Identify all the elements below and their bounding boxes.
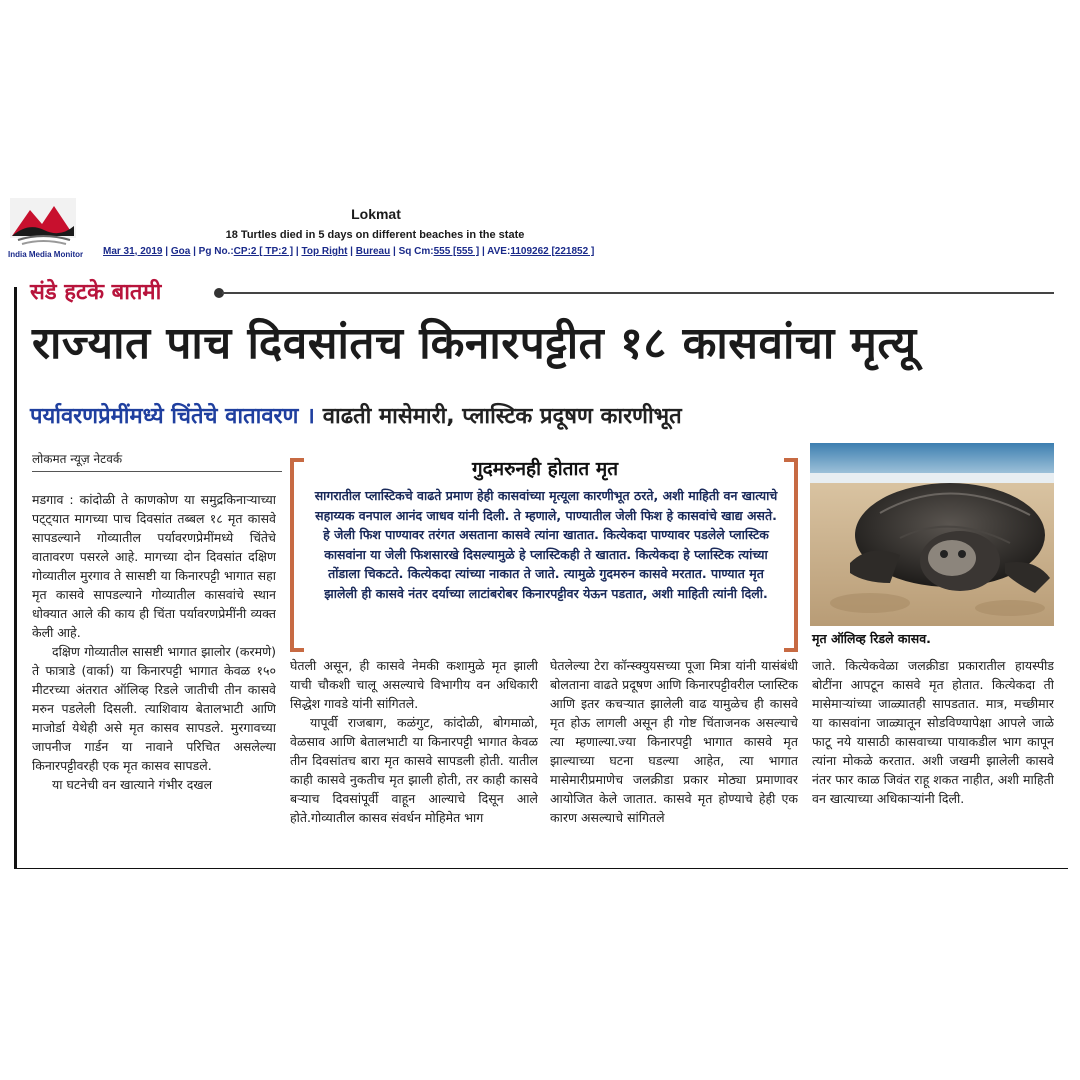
meta-ave[interactable]: 1109262 [221852 ] [510, 246, 595, 257]
box-title: गुदमरुनही होतात मृत [471, 458, 619, 480]
meta-position[interactable]: Top Right [301, 246, 348, 257]
sub-headline-rest: वाढती मासेमारी, प्लास्टिक प्रदूषण कारणीभूत [322, 404, 682, 429]
article-frame-left-rule [14, 287, 17, 869]
meta-edition[interactable]: Goa [170, 246, 191, 257]
meta-source[interactable]: Bureau [355, 246, 391, 257]
box-right-bracket [784, 458, 798, 652]
sub-headline [30, 400, 1060, 430]
logo-text: India Media Monitor [8, 250, 84, 259]
dead-turtle-photo [810, 443, 1054, 626]
sub-headline-highlight: पर्यावरणप्रेमींमध्ये चिंतेचे वातावरण [30, 404, 299, 429]
box-left-bracket [290, 458, 304, 652]
paragraph: दक्षिण गोव्यातील सासष्टी भागात झालोर (करमणे) ते फात्राडे (वार्का) या किनारपट्टी भागात केवळ १५० मीटरच्या अंतरात ऑलिव्ह रिडले जातीची तीन कासवे मरुन पडलेली दिसली. त्याशिवाय बेतालभाटी आणि माजोर्डा येथेही असे मृत कासव सापडले. मुरगावच्या जापनीज गार्डन या नावाने परिचित असलेल्या किनारपट्टीवरही एक मृत कासव सापडले. [32, 644, 276, 773]
byline-rule [32, 471, 282, 472]
meta-sqcm[interactable]: 555 [555 ] [433, 246, 480, 257]
byline: लोकमत न्यूज़ नेटवर्क [32, 452, 123, 466]
paragraph: घेतलेल्या टेरा कॉन्स्क्युयसच्या पूजा मित्रा यांनी यासंबंधी बोलताना वाढते प्रदूषण आणि किनारपट्टीवरील प्लास्टिक आणि इतर कचऱ्यात झालेली वाढ यामुळेच ही कासवे मृत होऊ लागली असून ही गोष्ट चिंताजनक असल्याचे त्या म्हणाल्या.ज्या किनारपट्टी भागात कासवे मृत झाल्याच्या घटना घडल्या आहेत, त्या भागात मासेमारीप्रमाणेच जलक्रीडा प्रकार मोठ्या प्रमाणावर आयोजित केले जातात. कासवे मृत होण्याचे हेही एक कारण असल्याचे सांगितले [550, 658, 798, 825]
article-column-4 [812, 656, 1054, 868]
english-headline: 18 Turtles died in 5 days on different beaches in the state [225, 229, 525, 241]
photo-caption: मृत ऑलिव्ह रिडले कासव. [812, 631, 931, 646]
sub-headline-separator: । [306, 404, 315, 429]
india-media-monitor-logo-icon [8, 196, 78, 258]
paragraph: जाते. कित्येकवेळा जलक्रीडा प्रकारातील हायस्पीड बोटींना आपटून कासवे मृत होतात. कित्येकदा ती मासेमाऱ्यांच्या जाळ्यातही सापडतात. मात्र, मच्छीमार या कासवांना जाळ्यातून सोडविण्यापेक्षा आपले जाळे फाटू नये यासाठी कासवाच्या पायाकडील भाग कापून त्यांना मोकळे करतात. अशी जखमी झालेली कासवे नंतर फार काळ जिवंत राहू शकत नाहीत, अशी माहिती वन खात्याच्या अधिकाऱ्यांनी दिली. [812, 658, 1054, 806]
main-headline: राज्यात पाच दिवसांतच किनारपट्टीत १८ कासवांचा मृत्यू [32, 318, 917, 369]
kicker-label: संडे हटके बातमी [30, 280, 162, 305]
kicker-rule [222, 292, 1054, 294]
article-column-1 [32, 490, 276, 870]
paragraph: घेतली असून, ही कासवे नेमकी कशामुळे मृत झाली याची चौकशी चालू असल्याचे विभागीय वन अधिकारी सिद्धेश गावडे यांनी सांगितले. [290, 658, 538, 711]
paragraph: या घटनेची वन खात्याने गंभीर दखल [52, 777, 213, 792]
meta-page-no[interactable]: CP:2 [ TP:2 ] [233, 246, 294, 257]
box-body: सागरातील प्लास्टिकचे वाढते प्रमाण हेही कासवांच्या मृत्यूला कारणीभूत ठरते, अशी माहिती वन खात्याचे सहाय्यक वनपाल आनंद जाधव यांनी दिली. ते म्हणाले, पाण्यातील जेली फिश हे कासवांचे खाद्य असते. हे जेली फिश पाण्यावर तरंगत असताना कासवे त्यांना खातात. कित्येकदा पाण्यावर पडलेले प्लास्टिक कासवांना या जेली फिशसारखे दिसल्यामुळे हे प्लास्टिकही ते खातात. कित्येकदा हे प्लास्टिक त्यांच्या तोंडाला चिकटते. कित्येकदा त्यांच्या नाकात ते जाते. त्यामुळे गुदमरुन कासवे मरतात. पाण्यात मृत झालेली ही कासवे नंतर दर्याच्या लाटांबरोबर किनारपट्टीवर येऊन पडतात, अशी माहिती त्यांनी दिली. [314, 488, 778, 601]
paragraph: यापूर्वी राजबाग, कळंगुट, कांदोळी, बोगमाळो, वेळसाव आणि बेतालभाटी या किनारपट्टी भागात केवळ तीन दिवसांतच बारा मृत कासवे सापडली होती. यातील काही कासवे नुकतीच मृत झाली होती, तर काही कासवे बऱ्याच दिवसांपूर्वी वाहून आल्याचे दिसून आले होते.गोव्यातील कासव संवर्धन मोहिमेत भाग [290, 715, 538, 825]
meta-date[interactable]: Mar 31, 2019 [103, 246, 163, 257]
paragraph: मडगाव : कांदोळी ते काणकोण या समुद्रकिनाऱ्याच्या पट्ट्यात मागच्या पाच दिवसांत तब्बल १८ मृत कासवे सापडल्याने गोव्यातील पर्यावरणप्रेमींमध्ये चिंतेचे वातावरण पसरले आहे. मागच्या दोन दिवसांत दक्षिण गोव्यातील मुरगाव ते सासष्टी या किनारपट्टी भागात सहा मृत कासवे सापडल्याने गोव्यातील कासवांचे स्थान धोक्यात आले की काय ही चिंता पर्यावरणप्रेमींनी व्यक्त केली आहे. [32, 492, 276, 640]
newspaper-name: Lokmat [351, 206, 401, 222]
article-column-3 [550, 656, 798, 868]
clip-metadata: Mar 31, 2019 | Goa | Pg No.:CP:2 [ TP:2 ] | Top Right | Bureau | Sq Cm:555 [555 ] | AVE:1109262 [221852 ] [103, 246, 595, 257]
article-column-2 [290, 656, 538, 868]
